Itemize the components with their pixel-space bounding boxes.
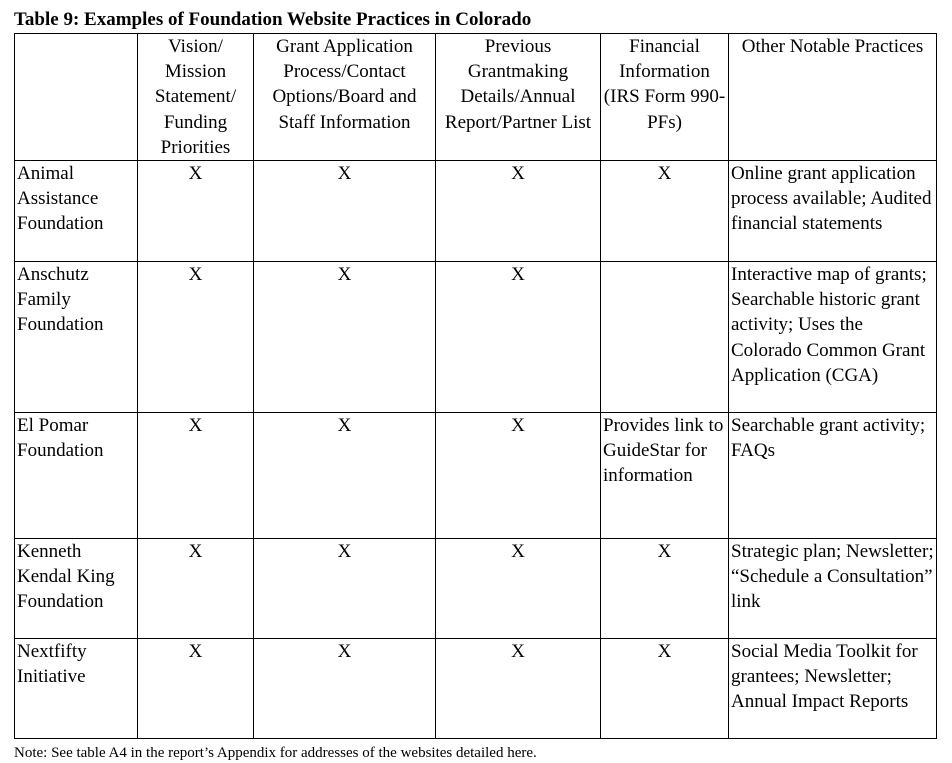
- header-cell-blank: [15, 34, 138, 161]
- foundation-name-cell: El Pomar Foundation: [15, 413, 138, 539]
- table-row: [15, 539, 937, 639]
- foundation-name-cell: Animal Assistance Foundation: [15, 161, 138, 262]
- other-practices-cell: Online grant application process available; Audited financial statements: [729, 161, 937, 262]
- table-row: [15, 161, 937, 262]
- foundation-name-cell: Kenneth Kendal King Foundation: [15, 539, 138, 639]
- vision-cell: X: [138, 639, 254, 739]
- table-header-row: [15, 34, 937, 161]
- vision-cell: X: [138, 161, 254, 262]
- financial-information-cell: X: [601, 161, 729, 262]
- vision-cell: X: [138, 262, 254, 413]
- previous-grantmaking-cell: X: [436, 639, 601, 739]
- other-practices-cell: Social Media Toolkit for grantees; Newsletter; Annual Impact Reports: [729, 639, 937, 739]
- header-cell-other-practices: Other Notable Practices: [729, 34, 937, 161]
- financial-information-cell: X: [601, 539, 729, 639]
- previous-grantmaking-cell: X: [436, 161, 601, 262]
- table-footnote: Note: See table A4 in the report’s Appendix for addresses of the websites detailed here.: [14, 745, 537, 761]
- grant-application-cell: X: [254, 161, 436, 262]
- header-cell-grant-application: Grant Application Process/Contact Options/Board and Staff Information: [254, 34, 436, 161]
- table-title: Table 9: Examples of Foundation Website Practices in Colorado: [14, 9, 532, 30]
- header-cell-vision: Vision/ Mission Statement/ Funding Priorities: [138, 34, 254, 161]
- financial-information-cell: Provides link to GuideStar for information: [601, 413, 729, 539]
- foundation-practices-table: [14, 33, 937, 739]
- other-practices-cell: Searchable grant activity; FAQs: [729, 413, 937, 539]
- table-row: [15, 413, 937, 539]
- header-cell-financial-information: Financial Information (IRS Form 990-PFs): [601, 34, 729, 161]
- grant-application-cell: X: [254, 539, 436, 639]
- previous-grantmaking-cell: X: [436, 539, 601, 639]
- financial-information-cell: [601, 262, 729, 413]
- table-row: [15, 639, 937, 739]
- foundation-name-cell: Nextfifty Initiative: [15, 639, 138, 739]
- grant-application-cell: X: [254, 413, 436, 539]
- header-cell-previous-grantmaking: Previous Grantmaking Details/Annual Report/Partner List: [436, 34, 601, 161]
- previous-grantmaking-cell: X: [436, 413, 601, 539]
- grant-application-cell: X: [254, 262, 436, 413]
- other-practices-cell: Strategic plan; Newsletter; “Schedule a Consultation” link: [729, 539, 937, 639]
- other-practices-cell: Interactive map of grants; Searchable historic grant activity; Uses the Colorado Common Grant Application (CGA): [729, 262, 937, 413]
- vision-cell: X: [138, 413, 254, 539]
- foundation-name-cell: Anschutz Family Foundation: [15, 262, 138, 413]
- vision-cell: X: [138, 539, 254, 639]
- table-row: [15, 262, 937, 413]
- financial-information-cell: X: [601, 639, 729, 739]
- grant-application-cell: X: [254, 639, 436, 739]
- previous-grantmaking-cell: X: [436, 262, 601, 413]
